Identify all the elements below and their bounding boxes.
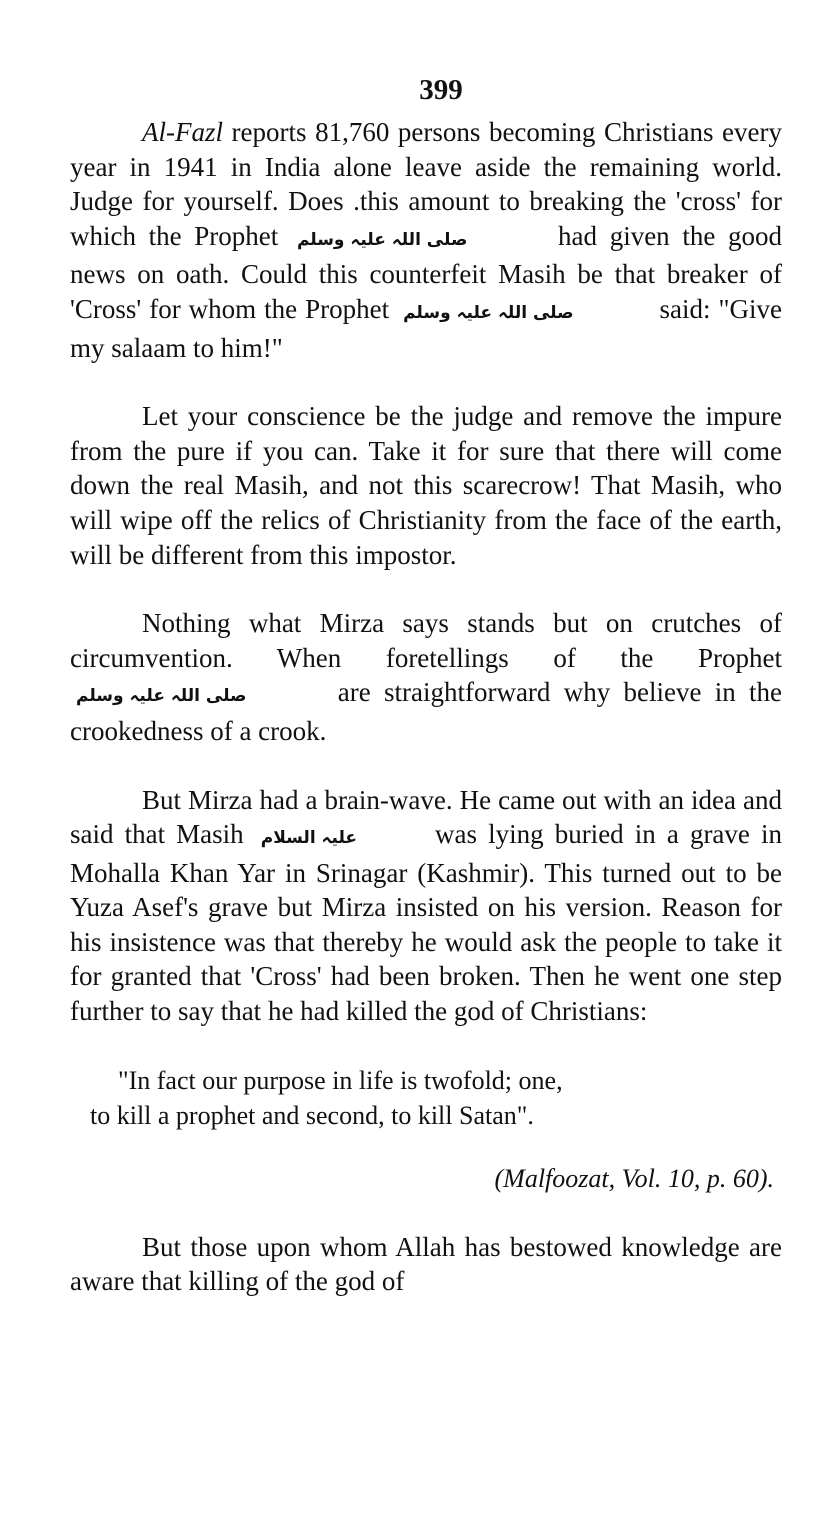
paragraph-2: Let your conscience be the judge and remove the impure from the pure if you can. Take it for sure that there will come down the real Masih, and not this scarecrow! That Masih, who will wipe off the relics of Christianity from the face of the earth, will be different from this impostor. — [70, 401, 782, 570]
paragraph-1-text-a: reports 81,760 persons becoming Christians every year in 1941 in India alone leave aside the remaining world. Judge for yourself. Does .this amount to breaking the 'cross' for which the Prophet — [70, 117, 782, 251]
paragraph-1-text-b: had given the good news on oath. Could this counterfeit Masih be that breaker of 'Cross' for whom the Prophet — [70, 220, 782, 324]
paragraph-gap — [70, 1029, 782, 1063]
arabic-honorific-1: صلی اللہ علیہ وسلم — [296, 229, 468, 250]
quote-line-2: to kill a prophet and second, to kill Satan". — [90, 1100, 534, 1130]
paragraph-4-text-a: But Mirza had a brain-wave. He came out with an idea and said that Masih — [70, 784, 782, 850]
book-page — [70, 70, 782, 1299]
paragraph-gap — [70, 749, 782, 783]
paragraph-4-text-b: was lying buried in a grave in Mohalla Khan Yar in Srinagar (Kashmir). This turned out to be Yuza Asef's grave but Mirza insisted on his version. Reason for his insistence was that thereby he would ask the people to take it for granted that 'Cross' had been broken. Then he went one step further to say that he had killed the god of Christians: — [70, 819, 782, 1027]
block-quote — [70, 1063, 782, 1133]
paragraph-4 — [70, 783, 782, 1029]
quote-gap — [70, 1133, 782, 1161]
paragraph-gap — [70, 1196, 782, 1230]
citation: (Malfoozat, Vol. 10, p. 60). — [494, 1163, 774, 1193]
paragraph-3-text-a: Nothing what Mirza says stands but on crutches of circumvention. When foretellings of the Prophet — [70, 608, 782, 673]
paragraph-gap — [70, 572, 782, 606]
arabic-honorific-3: صلی اللہ علیہ وسلم — [76, 686, 247, 707]
quote-line-1: "In fact our purpose in life is twofold; one, — [118, 1065, 563, 1095]
page-number: 399 — [419, 74, 463, 106]
paragraph-5: But those upon whom Allah has bestowed knowledge are aware that killing of the god of — [70, 1231, 782, 1297]
paragraph-1 — [70, 115, 782, 365]
paragraph-1-text-c: said: "Give my salaam to him!" — [70, 293, 782, 363]
paragraph-3 — [70, 606, 782, 748]
arabic-honorific-4: علیہ السلام — [260, 828, 358, 849]
paragraph-gap — [70, 365, 782, 399]
paragraph-3-text-b: are straightforward why believe in the crookedness of a crook. — [70, 677, 782, 746]
arabic-honorific-2: صلی اللہ علیہ وسلم — [403, 302, 574, 323]
source-title: Al-Fazl — [142, 117, 223, 147]
